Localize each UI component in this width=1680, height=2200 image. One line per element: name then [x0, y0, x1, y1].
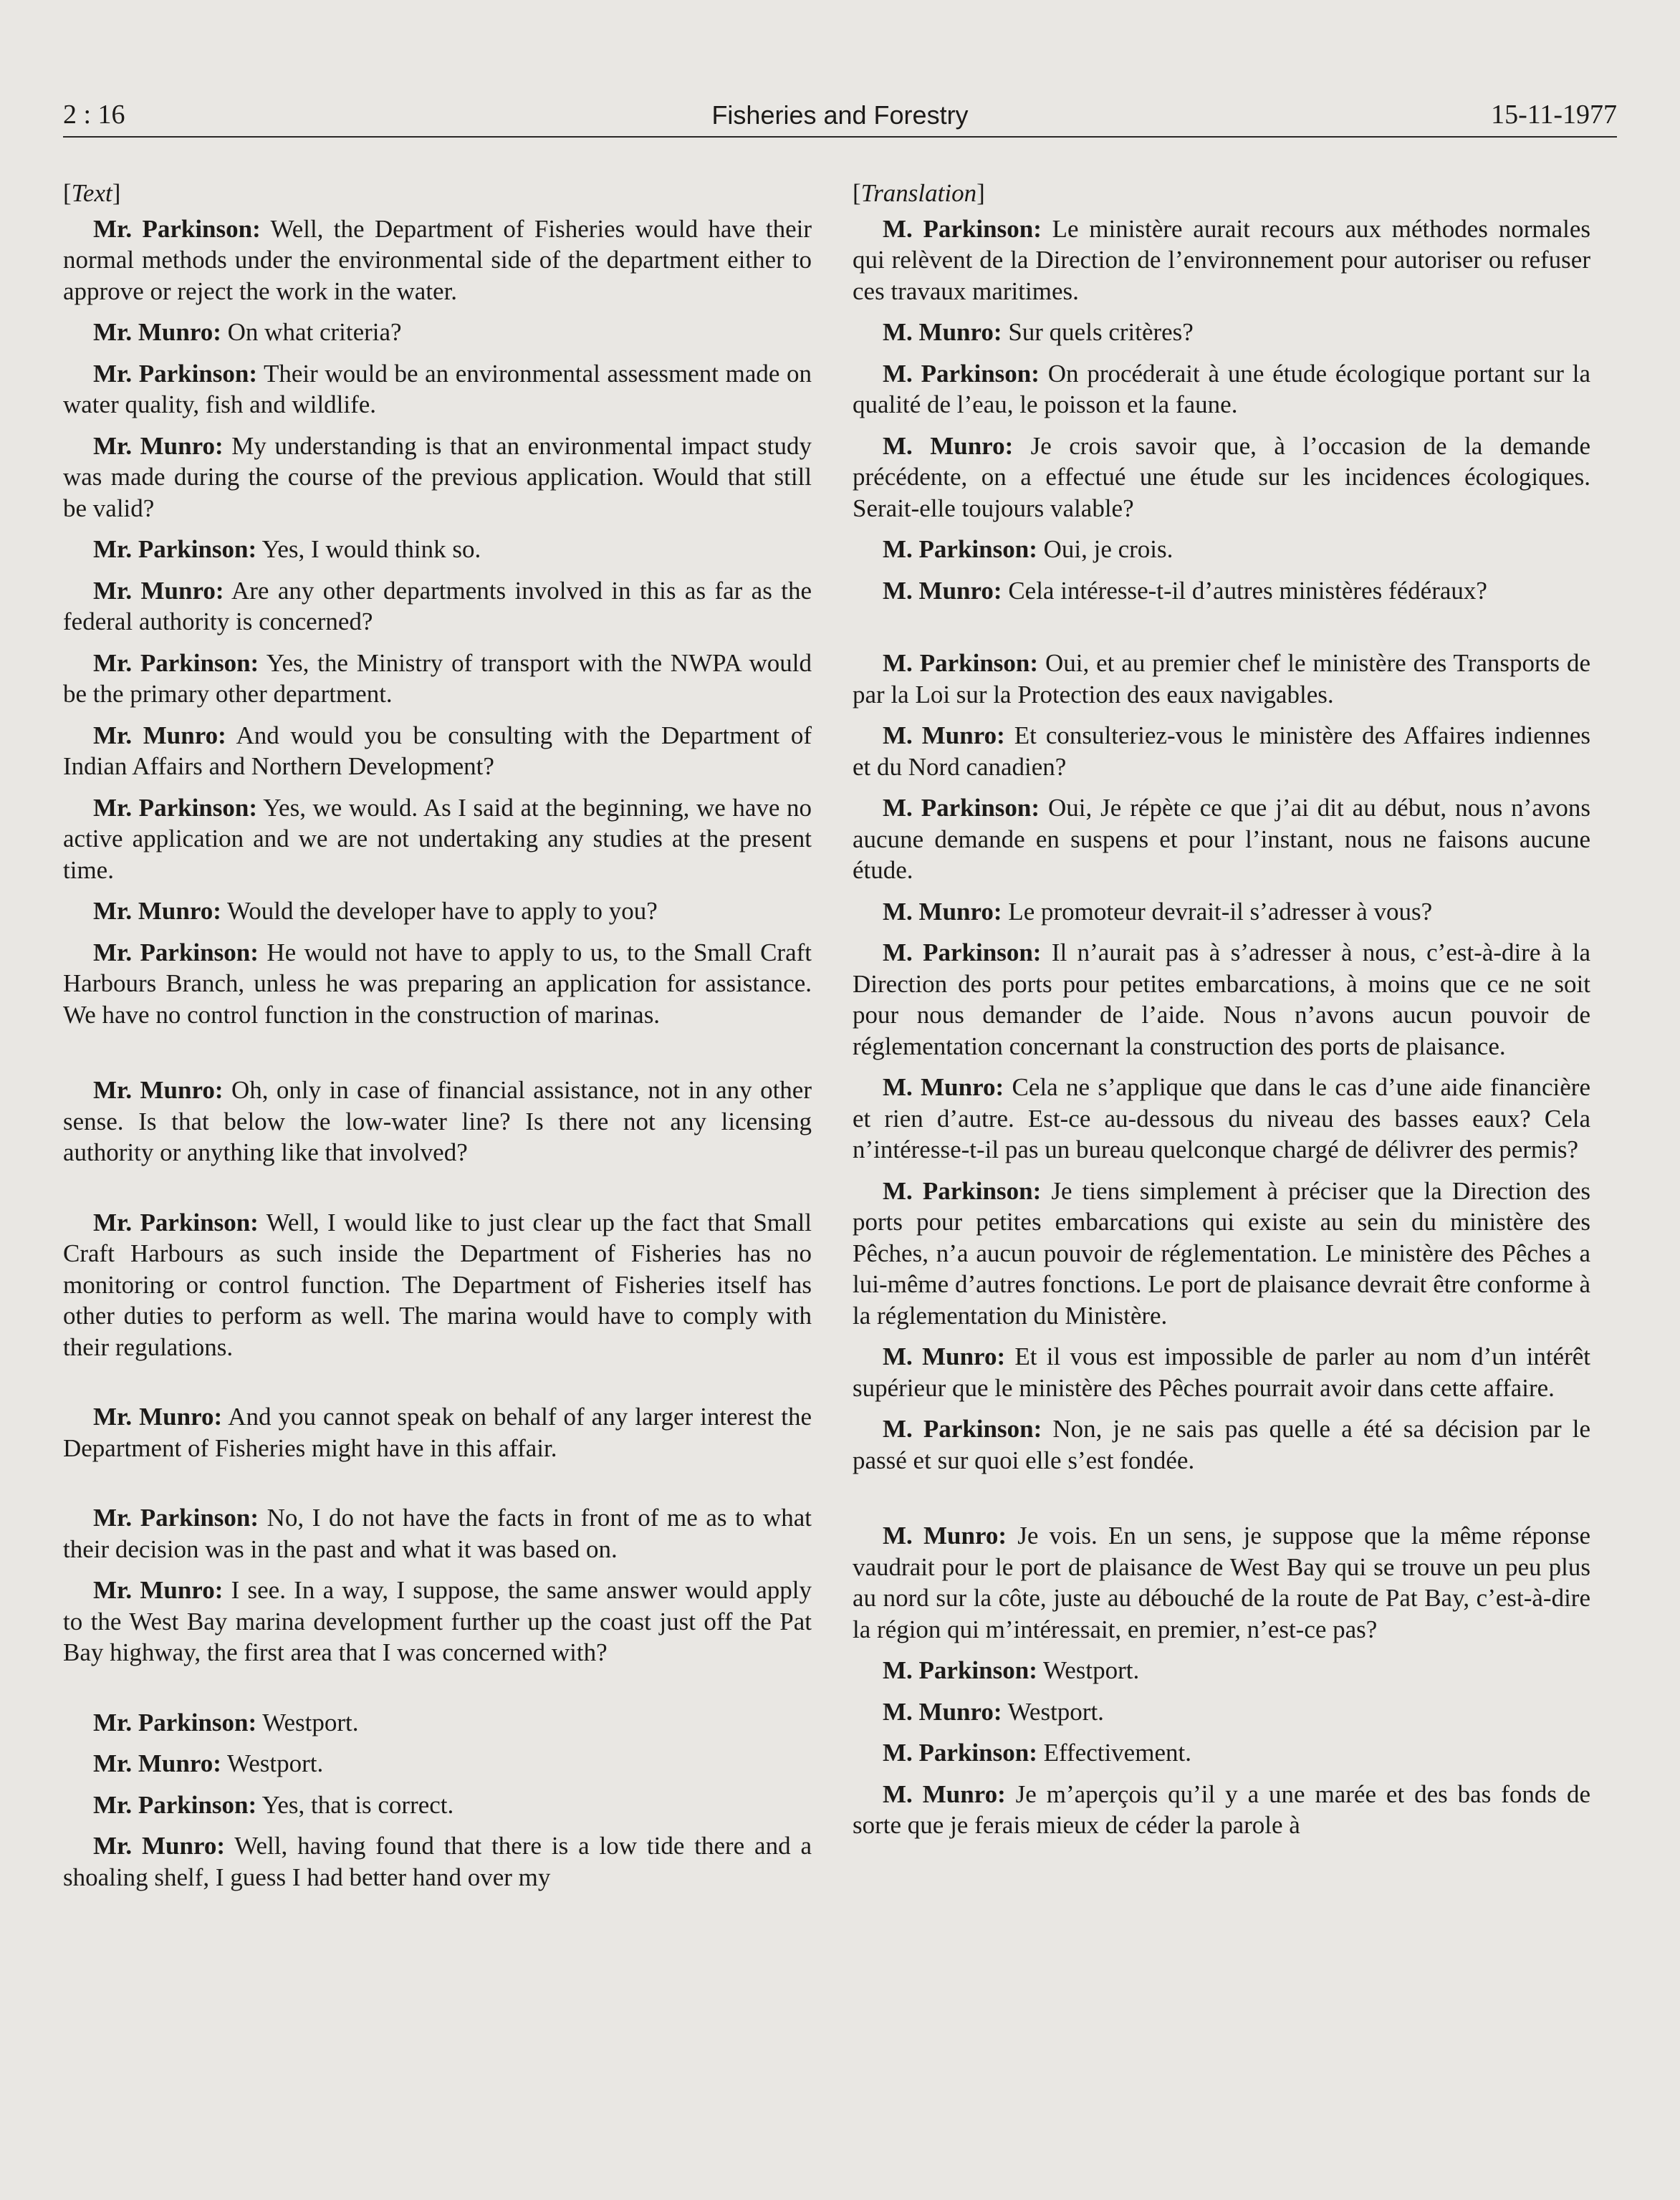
transcript-entry: Mr. Munro: I see. In a way, I suppose, the same answer would apply to the West Bay marina development further up the coast just off the Pat Bay highway, the first area that I was concerned with?	[63, 1576, 812, 1666]
transcript-entry: M. Munro: Je crois savoir que, à l’occasion de la demande précédente, on a effectué une étude sur les incidences écologiques. Serait-elle toujours valable?	[853, 431, 1590, 522]
translation-label: [Translation]	[853, 179, 985, 207]
transcript-entry: Mr. Parkinson: Yes, that is correct.	[93, 1790, 454, 1819]
transcript-entry: Mr. Parkinson: Yes, I would think so.	[93, 535, 481, 563]
page-header	[63, 99, 1617, 136]
transcript-entry: Mr. Munro: Are any other departments involved in this as far as the federal authority is concerned?	[63, 576, 812, 635]
transcript-entry: M. Parkinson: Non, je ne sais pas quelle a été sa décision par le passé et sur quoi elle s’est fondée.	[853, 1415, 1590, 1474]
transcript-entry: M. Munro: Westport.	[883, 1697, 1104, 1726]
transcript-entry: Mr. Parkinson: Westport.	[93, 1708, 359, 1737]
transcript-entry: M. Parkinson: Westport.	[883, 1656, 1140, 1684]
transcript-entry: M. Parkinson: Oui, je crois.	[883, 535, 1173, 563]
transcript-entry: M. Munro: Sur quels critères?	[883, 318, 1194, 346]
transcript-entry: Mr. Parkinson: Well, I would like to just clear up the fact that Small Craft Harbours as such inside the Department of Fisheries has no monitoring or control function. The Department of Fisheries itself has other duties to perform as well. The marina would have to comply with their regulations.	[63, 1208, 812, 1361]
transcript-entry: Mr. Munro: Would the developer have to apply to you?	[93, 897, 658, 925]
transcript-entry: M. Munro: Je vois. En un sens, je suppose que la même réponse vaudrait pour le port de plaisance de West Bay qui se trouve un peu plus au nord sur la côte, juste au débouché de la route de Pat Bay, c’est-à-dire la région qui m’intéressait, en premier, n’est-ce pas?	[853, 1522, 1590, 1643]
transcript-entry: Mr. Parkinson: Yes, the Ministry of transport with the NWPA would be the primary other department.	[63, 648, 812, 708]
transcript-entry: Mr. Parkinson: No, I do not have the facts in front of me as to what their decision was in the past and what it was based on.	[63, 1504, 812, 1563]
transcript-entry: M. Parkinson: Oui, Je répète ce que j’ai dit au début, nous n’avons aucune demande en suspens et pour l’instant, nous ne faisons aucune étude.	[853, 794, 1590, 884]
transcript-entry: Mr. Parkinson: He would not have to apply to us, to the Small Craft Harbours Branch, unless he was preparing an application for assistance. We have no control function in the construction of marinas.	[63, 938, 812, 1029]
french-column	[853, 178, 1590, 1841]
transcript-entry: Mr. Munro: And you cannot speak on behalf of any larger interest the Department of Fisheries might have in this affair.	[63, 1403, 812, 1462]
transcript-entry: M. Parkinson: Oui, et au premier chef le ministère des Transports de par la Loi sur la Protection des eaux navigables.	[853, 649, 1590, 708]
english-column	[63, 178, 812, 1893]
transcript-entry: M. Parkinson: On procéderait à une étude écologique portant sur la qualité de l’eau, le poisson et la faune.	[853, 359, 1590, 418]
transcript-entry: M. Munro: Cela ne s’applique que dans le cas d’une aide financière et rien d’autre. Est-ce au-dessous du niveau des basses eaux? Cela n’intéresse-t-il pas un bureau quelconque chargé de délivrer des permis?	[853, 1073, 1590, 1163]
header-date: 15-11-1977	[1491, 100, 1617, 130]
transcript-entry: M. Parkinson: Il n’aurait pas à s’adresser à nous, c’est-à-dire à la Direction des ports pour petites embarcations, à moins que ce ne soit pour nous demander de l’aide. Nous n’avons aucun pouvoir de réglementation concernant la construction des ports de plaisance.	[853, 938, 1590, 1060]
transcript-entry: M. Munro: Et consulteriez-vous le ministère des Affaires indiennes et du Nord canadien?	[853, 721, 1590, 781]
transcript-entry: M. Munro: Et il vous est impossible de parler au nom d’un intérêt supérieur que le ministère des Pêches pourrait avoir dans cette affaire.	[853, 1342, 1590, 1402]
transcript-entry: Mr. Parkinson: Yes, we would. As I said at the beginning, we have no active application and we are not undertaking any studies at the present time.	[63, 793, 812, 884]
transcript-entry: M. Parkinson: Effectivement.	[883, 1739, 1191, 1767]
transcript-entry: Mr. Munro: My understanding is that an environmental impact study was made during the course of the previous application. Would that still be valid?	[63, 431, 812, 522]
header-title: Fisheries and Forestry	[711, 100, 969, 130]
header-rule	[63, 136, 1617, 138]
transcript-entry: M. Munro: Le promoteur devrait-il s’adresser à vous?	[883, 897, 1433, 926]
transcript-entry: Mr. Parkinson: Well, the Department of Fisheries would have their normal methods under the environmental side of the department either to approve or reject the work in the water.	[63, 214, 812, 305]
text-label: [Text]	[63, 179, 121, 207]
french-entries	[853, 213, 1590, 1841]
transcript-entry: Mr. Munro: On what criteria?	[93, 318, 402, 346]
transcript-entry: M. Parkinson: Je tiens simplement à préciser que la Direction des ports pour petites embarcations qui existe au sein du ministère des Pêches, n’a aucun pouvoir de réglementation. Le ministère des Pêches a lui-même d’autres fonctions. Le port de plaisance devrait être conforme à la réglementation du Ministère.	[853, 1176, 1590, 1330]
transcript-entry: M. Parkinson: Le ministère aurait recours aux méthodes normales qui relèvent de la Direction de l’environnement pour autoriser ou refuser ces travaux maritimes.	[853, 214, 1590, 305]
transcript-entry: M. Munro: Je m’aperçois qu’il y a une marée et des bas fonds de sorte que je ferais mieux de céder la parole à	[853, 1779, 1590, 1839]
transcript-entry: Mr. Munro: Oh, only in case of financial assistance, not in any other sense. Is that below the low-water line? Is there not any licensing authority or anything like that involved?	[63, 1076, 812, 1166]
transcript-entry: Mr. Munro: And would you be consulting with the Department of Indian Affairs and Northern Development?	[63, 721, 812, 780]
transcript-entry: Mr. Parkinson: Their would be an environmental assessment made on water quality, fish and wildlife.	[63, 359, 812, 418]
transcript-entry: M. Munro: Cela intéresse-t-il d’autres ministères fédéraux?	[883, 576, 1487, 605]
transcript-entry: Mr. Munro: Westport.	[93, 1749, 324, 1777]
transcript-entry: Mr. Munro: Well, having found that there is a low tide there and a shoaling shelf, I guess I had better hand over my	[63, 1832, 812, 1891]
page-number: 2 : 16	[63, 100, 125, 130]
english-entries	[63, 213, 812, 1893]
